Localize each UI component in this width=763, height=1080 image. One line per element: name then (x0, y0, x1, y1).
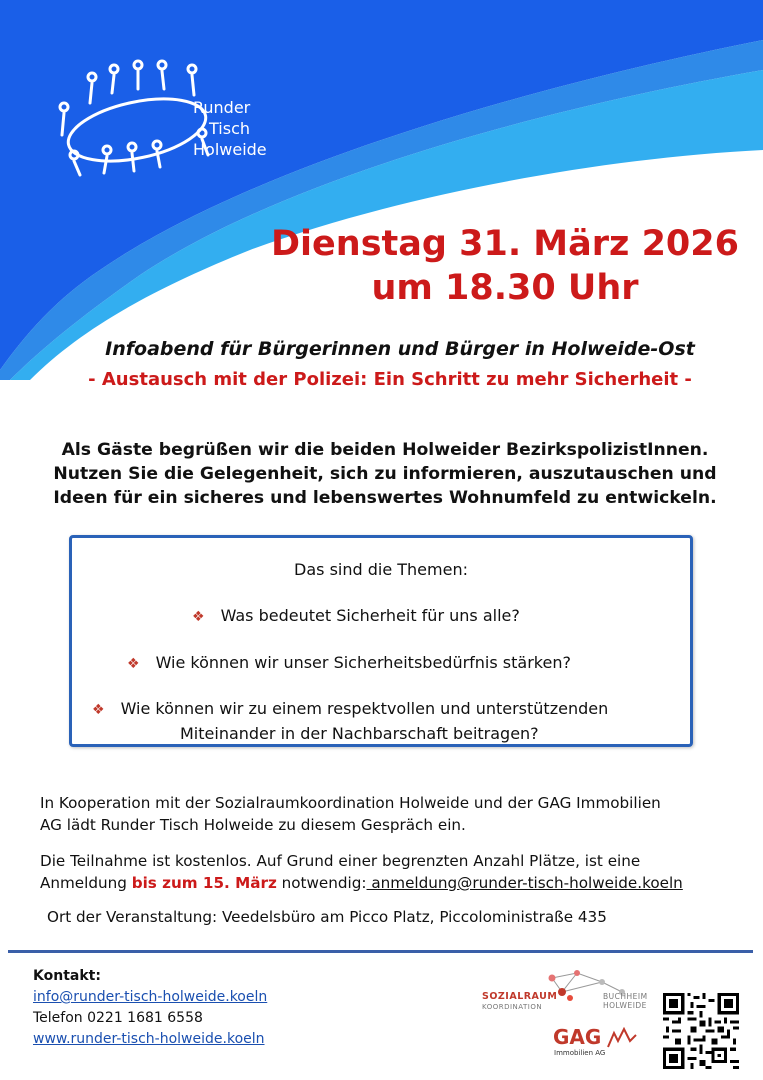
buchheim-text: BUCHHEIM (603, 992, 648, 1001)
qr-code-icon[interactable] (663, 993, 739, 1069)
topic-text: Was bedeutet Sicherheit für uns alle? (220, 606, 520, 625)
registration-text: Anmeldung (40, 874, 132, 892)
cooperation-line: AG lädt Runder Tisch Holweide zu diesem Gespräch ein. (40, 816, 466, 834)
cooperation-note (40, 792, 740, 836)
sozialraum-text: SOZIALRAUM (482, 991, 558, 1002)
cooperation-line: In Kooperation mit der Sozialraumkoordination Holweide und der GAG Immobilien (40, 794, 661, 812)
diamond-bullet-icon: ❖ (92, 702, 105, 718)
holweide-text: HOLWEIDE (603, 1001, 647, 1010)
diamond-bullet-icon: ❖ (127, 656, 140, 672)
gag-wordmark: GAG (553, 1025, 602, 1049)
event-subtitle: Infoabend für Bürgerinnen und Bürger in Holweide-Ost (105, 338, 695, 360)
gag-subtitle: Immobilien AG (554, 1049, 606, 1057)
diamond-bullet-icon: ❖ (192, 609, 205, 625)
logo-line-3: Holweide (193, 140, 267, 159)
topic-item (192, 604, 520, 629)
topics-box (69, 535, 693, 747)
registration-text: notwendig: (276, 874, 367, 892)
topic-item (92, 697, 608, 746)
registration-deadline: bis zum 15. März (131, 874, 277, 892)
contact-web-link[interactable]: www.runder-tisch-holweide.koeln (33, 1031, 265, 1047)
registration-email-link[interactable]: anmeldung@runder-tisch-holweide.koeln (366, 874, 683, 892)
topic-item (127, 651, 571, 676)
contact-block (33, 966, 267, 1050)
logo-line-2: Tisch (209, 119, 250, 138)
topics-title: Das sind die Themen: (294, 560, 468, 579)
gag-skyline-icon (606, 1027, 640, 1049)
intro-line: Ideen für ein sicheres und lebenswertes Wohnumfeld zu entwickeln. (53, 488, 717, 508)
logo-line-1: Runder (193, 98, 251, 117)
venue-info: Ort der Veranstaltung: Veedelsbüro am Picco Platz, Piccoloministraße 435 (47, 908, 607, 926)
intro-line: Nutzen Sie die Gelegenheit, sich zu informieren, auszutauschen und (53, 464, 717, 484)
gag-logo (553, 1025, 640, 1057)
koordination-text: KOORDINATION (482, 1003, 543, 1011)
topic-text: Wie können wir unser Sicherheitsbedürfnis stärken? (155, 653, 571, 672)
divider (8, 950, 753, 953)
buchheim-holweide-wordmark (603, 992, 648, 1010)
time-line: um 18.30 Uhr (371, 268, 639, 308)
contact-label: Kontakt: (33, 968, 101, 984)
registration-line-1: Die Teilnahme ist kostenlos. Auf Grund einer begrenzten Anzahl Plätze, ist eine (40, 852, 641, 870)
topic-text-continued: Miteinander in der Nachbarschaft beitragen? (180, 724, 539, 743)
intro-paragraph (30, 438, 740, 510)
registration-line-2 (40, 872, 740, 894)
topic-text: Wie können wir zu einem respektvollen und unterstützenden (120, 699, 609, 718)
sozialraum-wordmark (482, 992, 557, 1012)
contact-email-link[interactable]: info@runder-tisch-holweide.koeln (33, 989, 268, 1005)
event-date (250, 222, 760, 310)
event-tagline: - Austausch mit der Polizei: Ein Schritt zu mehr Sicherheit - (88, 369, 692, 390)
registration-note (40, 850, 740, 894)
logo-wordmark (193, 97, 267, 160)
contact-phone: Telefon 0221 1681 6558 (33, 1010, 203, 1026)
intro-line: Als Gäste begrüßen wir die beiden Holweider BezirkspolizistInnen. (61, 440, 709, 460)
date-line: Dienstag 31. März 2026 (271, 224, 739, 264)
